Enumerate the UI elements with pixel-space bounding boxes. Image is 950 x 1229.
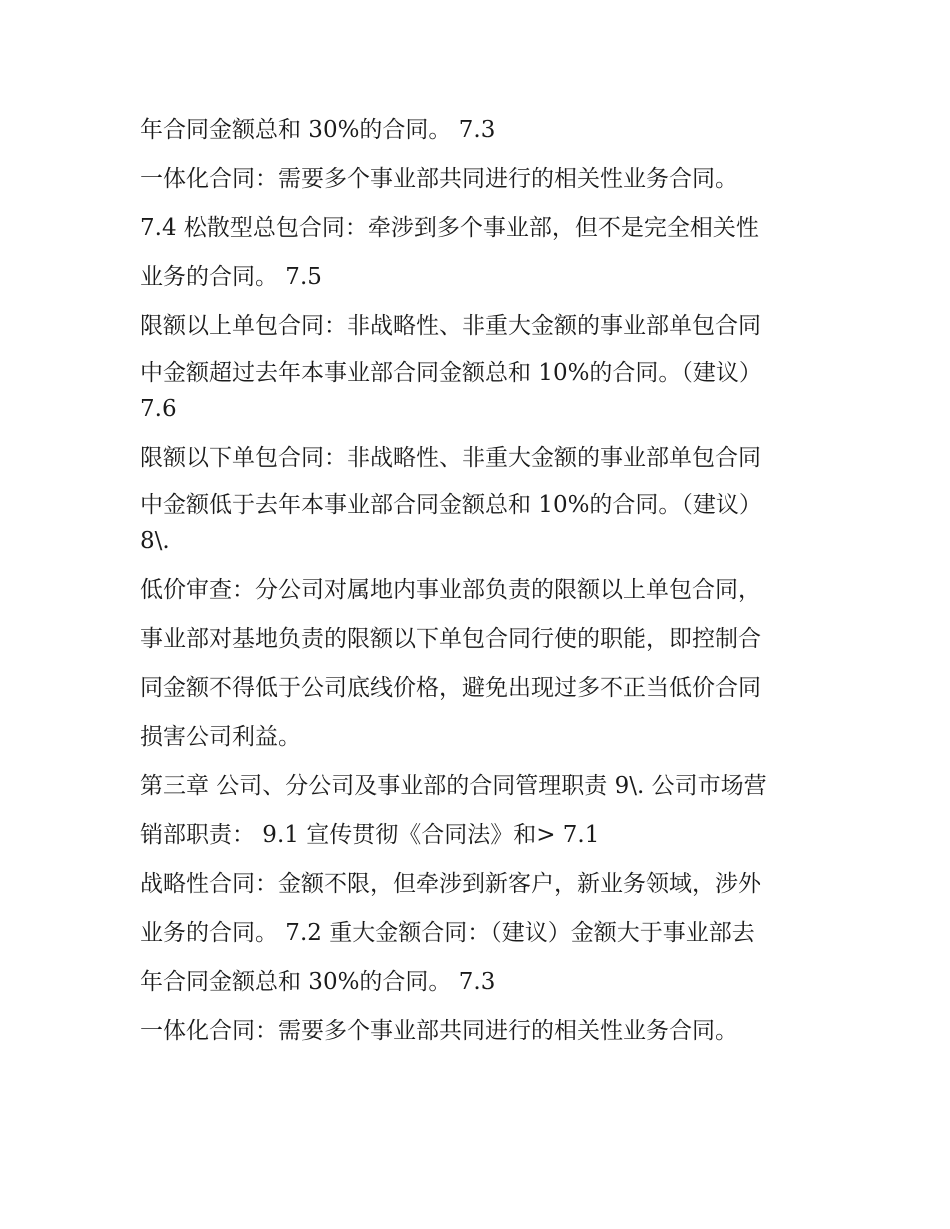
- text-line-16: 销部职责： 9.1 宣传贯彻《合同法》和> 7.1: [140, 822, 600, 848]
- text-line-20: 一体化合同：需要多个事业部共同进行的相关性业务合同。: [140, 1018, 738, 1044]
- text-line-17: 战略性合同：金额不限，但牵涉到新客户，新业务领域，涉外: [140, 871, 761, 897]
- document-body: [140, 108, 830, 1058]
- text-line-13: 同金额不得低于公司底线价格，避免出现过多不正当低价合同: [140, 675, 761, 701]
- text-line-12: 事业部对基地负责的限额以下单包合同行使的职能，即控制合: [140, 626, 761, 652]
- text-line-15: 第三章 公司、分公司及事业部的合同管理职责 9\. 公司市场营: [140, 773, 767, 799]
- text-line-11: 低价审查：分公司对属地内事业部负责的限额以上单包合同，: [140, 577, 761, 603]
- text-line-9: 中金额低于去年本事业部合同金额总和 10%的合同。（建议）: [140, 492, 762, 518]
- text-line-5: 限额以上单包合同：非战略性、非重大金额的事业部单包合同: [140, 313, 761, 339]
- text-line-1: 年合同金额总和 30%的合同。 7.3: [140, 117, 496, 143]
- text-line-7: 7.6: [140, 396, 177, 422]
- text-line-10: 8\.: [140, 528, 170, 554]
- text-line-2: 一体化合同：需要多个事业部共同进行的相关性业务合同。: [140, 166, 738, 192]
- text-line-6: 中金额超过去年本事业部合同金额总和 10%的合同。（建议）: [140, 360, 762, 386]
- text-line-8: 限额以下单包合同：非战略性、非重大金额的事业部单包合同: [140, 445, 761, 471]
- text-line-14: 损害公司利益。: [140, 724, 301, 750]
- text-line-3: 7.4 松散型总包合同：牵涉到多个事业部，但不是完全相关性: [140, 215, 759, 241]
- text-line-18: 业务的合同。 7.2 重大金额合同：（建议）金额大于事业部去: [140, 920, 755, 946]
- text-line-4: 业务的合同。 7.5: [140, 264, 322, 290]
- text-line-19: 年合同金额总和 30%的合同。 7.3: [140, 969, 496, 995]
